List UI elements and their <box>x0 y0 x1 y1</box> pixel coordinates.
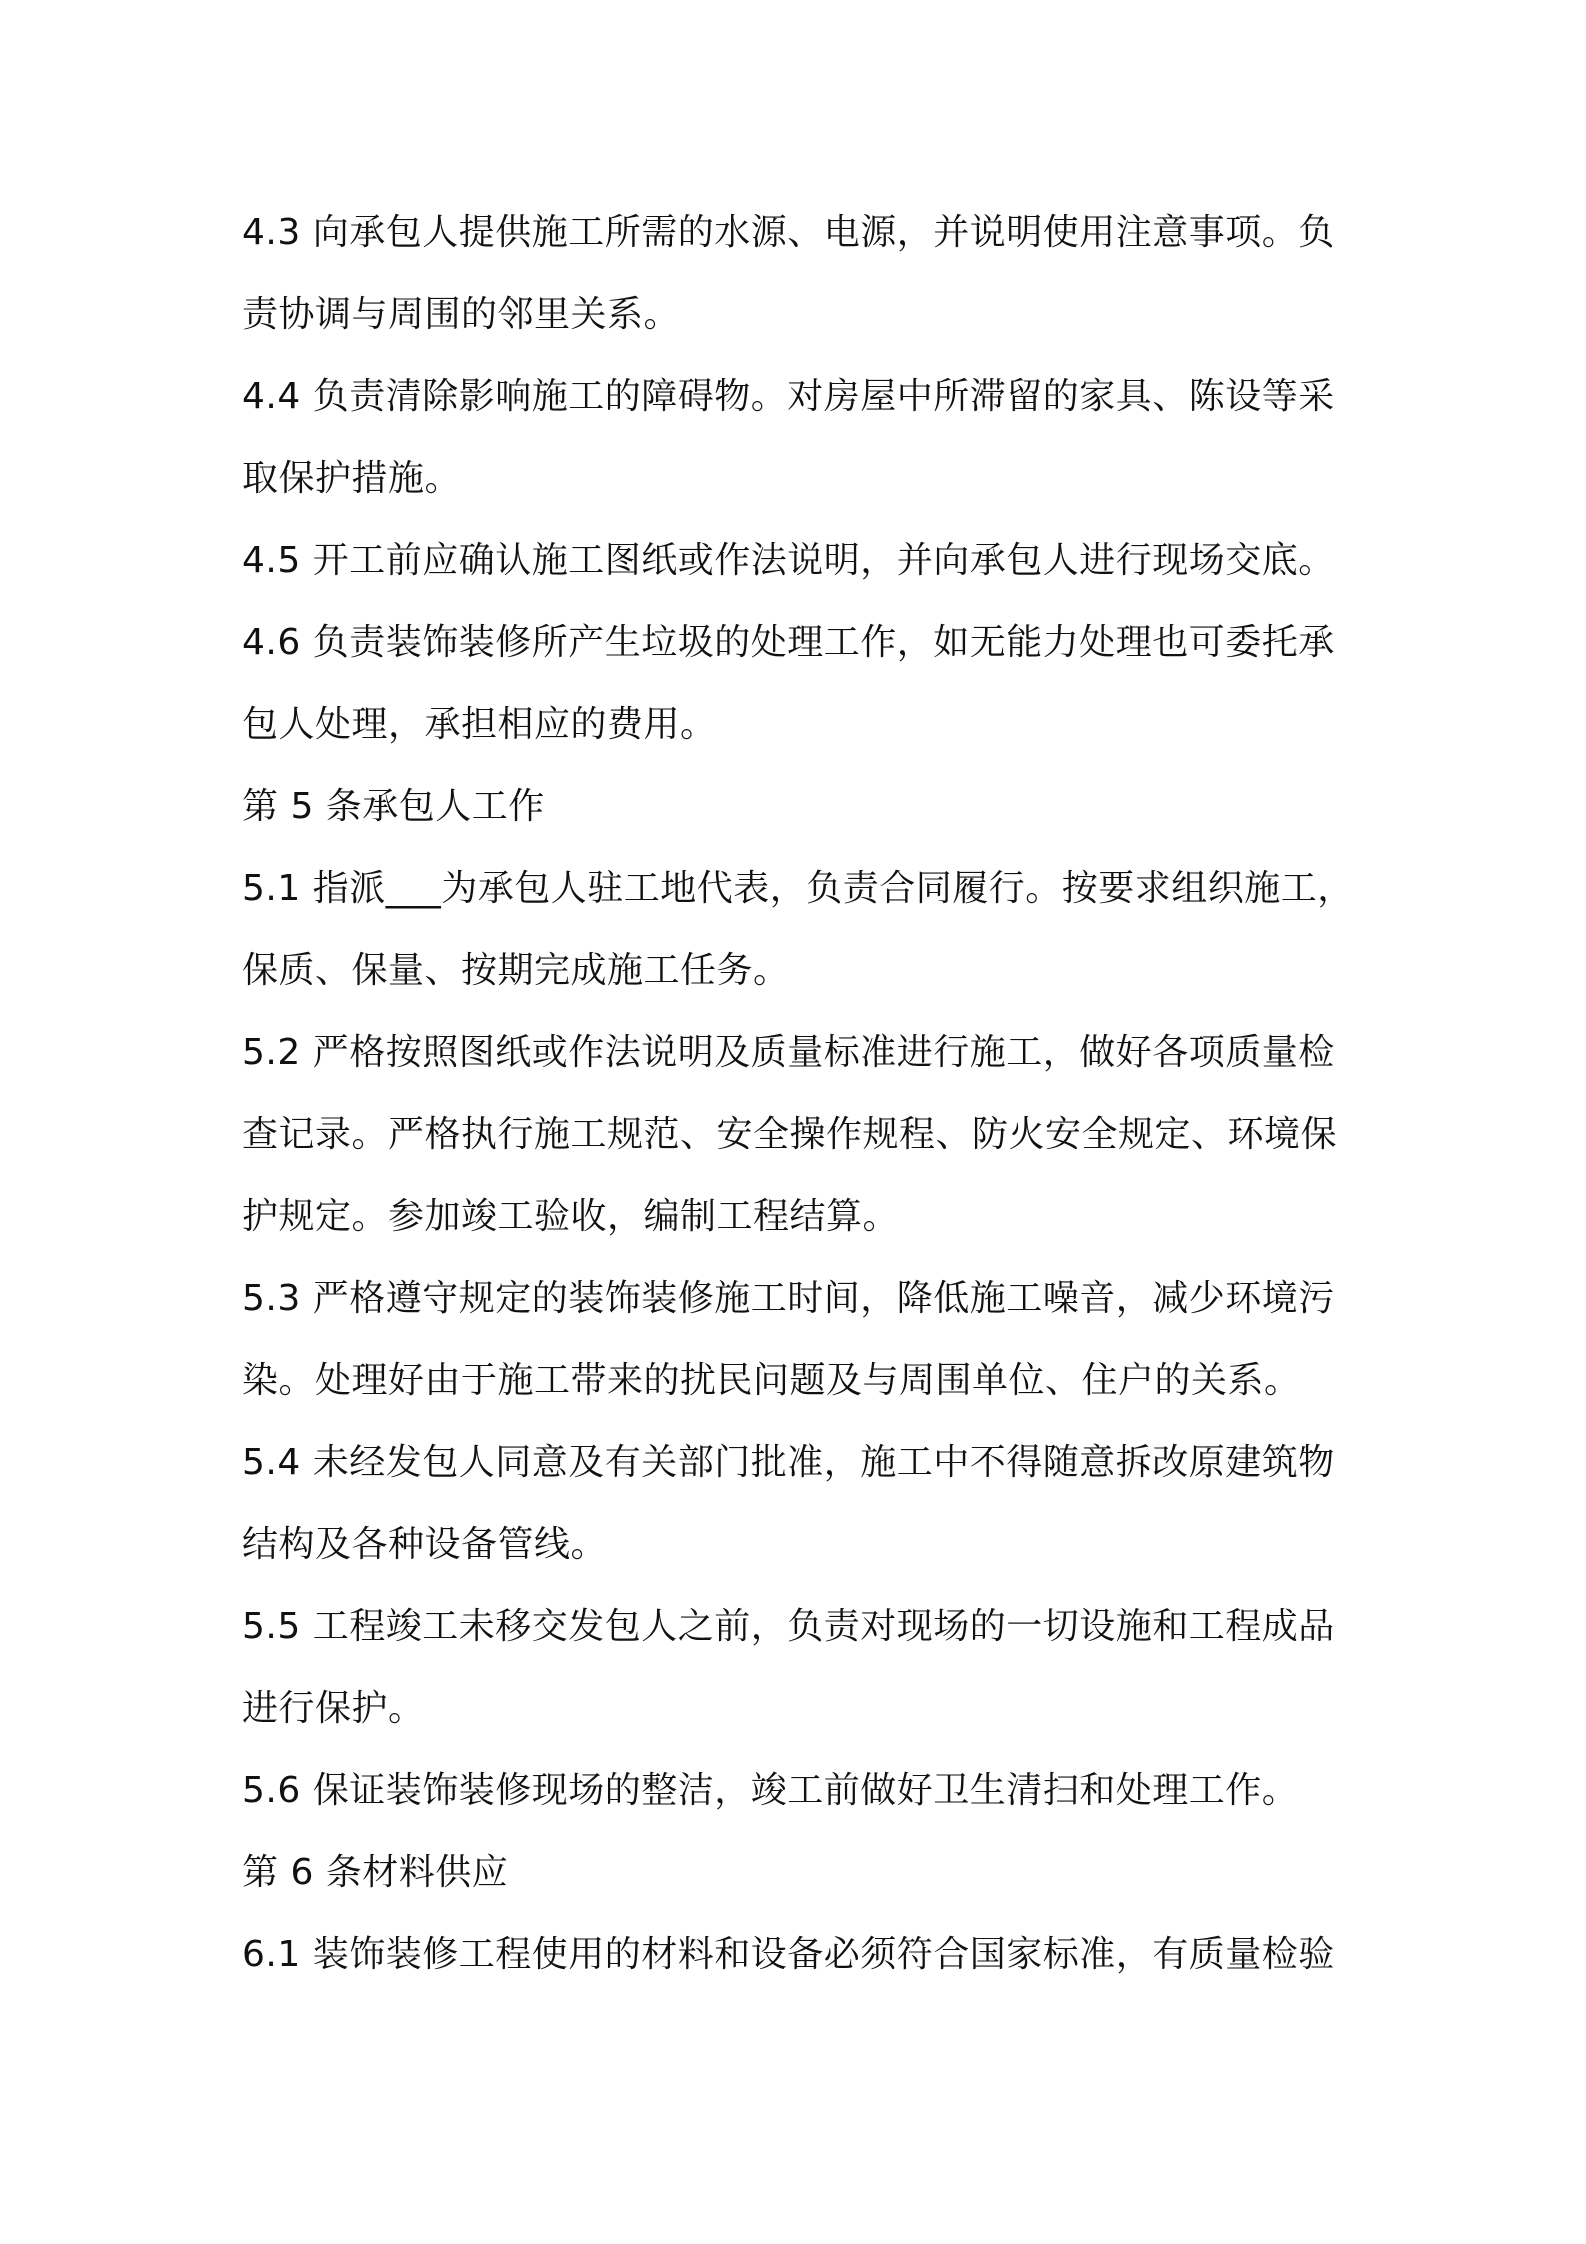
text-line: 5.3 严格遵守规定的装饰装修施工时间，降低施工噪音，减少环境污 <box>242 1278 1335 1319</box>
text-line: 6.1 装饰装修工程使用的材料和设备必须符合国家标准，有质量检验 <box>242 1934 1335 1975</box>
text-line: 4.6 负责装饰装修所产生垃圾的处理工作，如无能力处理也可委托承 <box>242 622 1335 663</box>
section-heading: 第 5 条承包人工作 <box>242 786 545 827</box>
text-line: 4.4 负责清除影响施工的障碍物。对房屋中所滞留的家具、陈设等采 <box>242 376 1335 417</box>
text-line: 5.1 指派___为承包人驻工地代表，负责合同履行。按要求组织施工， <box>242 868 1354 909</box>
section-heading: 第 6 条材料供应 <box>242 1852 509 1893</box>
text-line: 4.5 开工前应确认施工图纸或作法说明，并向承包人进行现场交底。 <box>242 540 1335 581</box>
text-line: 5.5 工程竣工未移交发包人之前，负责对现场的一切设施和工程成品 <box>242 1606 1335 1647</box>
text-line: 染。处理好由于施工带来的扰民问题及与周围单位、住户的关系。 <box>242 1360 1301 1401</box>
text-line: 进行保护。 <box>242 1688 425 1729</box>
text-line: 包人处理，承担相应的费用。 <box>242 704 717 745</box>
text-line: 结构及各种设备管线。 <box>242 1524 608 1565</box>
text-line: 5.6 保证装饰装修现场的整洁，竣工前做好卫生清扫和处理工作。 <box>242 1770 1299 1811</box>
text-line: 4.3 向承包人提供施工所需的水源、电源，并说明使用注意事项。负 <box>242 212 1335 253</box>
text-line: 护规定。参加竣工验收，编制工程结算。 <box>242 1196 900 1237</box>
text-line: 责协调与周围的邻里关系。 <box>242 294 681 335</box>
text-line: 5.2 严格按照图纸或作法说明及质量标准进行施工，做好各项质量检 <box>242 1032 1335 1073</box>
text-line: 保质、保量、按期完成施工任务。 <box>242 950 790 991</box>
text-line: 取保护措施。 <box>242 458 462 499</box>
text-line: 5.4 未经发包人同意及有关部门批准，施工中不得随意拆改原建筑物 <box>242 1442 1335 1483</box>
text-line: 查记录。严格执行施工规范、安全操作规程、防火安全规定、环境保 <box>242 1114 1338 1155</box>
